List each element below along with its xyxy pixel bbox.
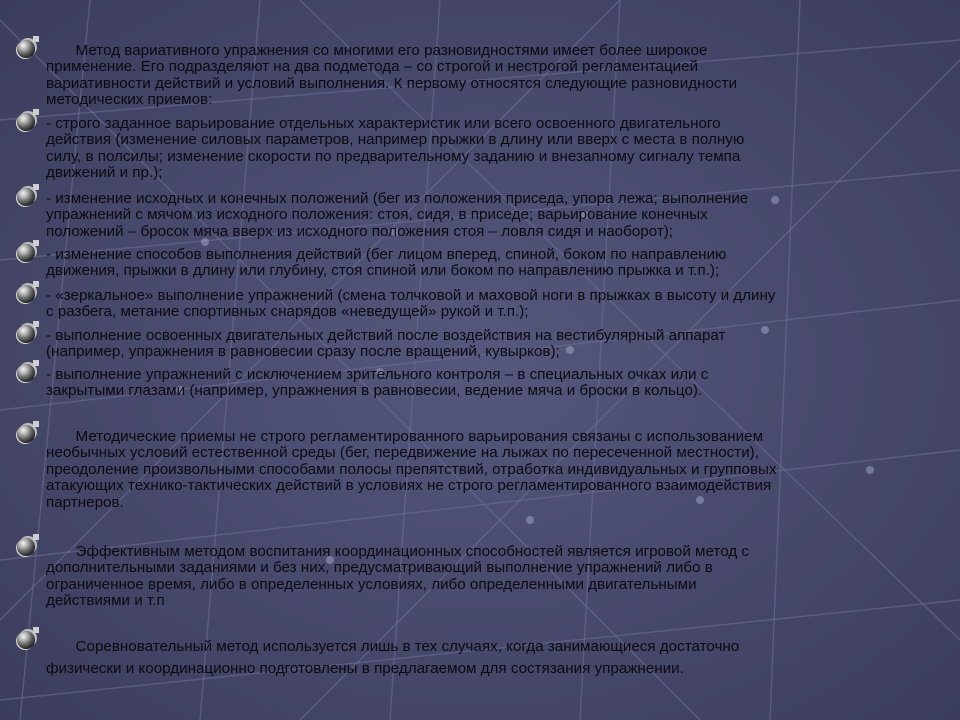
list-item-no-visual-control: - выполнение упражнений с исключением зрительного контроля – в специальных очках или с закрытыми глазами (например, упражнения в равновесии, ведение мяча и броски в кольцо).	[46, 366, 709, 400]
bullet-icon	[17, 244, 35, 262]
bullet-icon	[17, 285, 35, 303]
bullet-icon	[17, 188, 35, 206]
paragraph-non-strict-variation: Методические приемы не строго регламентированного варьирования связаны с использованием необычных условий естественной среды (бег, передвижение на лыжах по пересеченной местности), преодоление произвольными способами полосы препятствий, отработка индивидуальных и групповых атакующих технико-тактических действий в условиях не строго регламентированного взаимодействия партнеров.	[46, 428, 777, 511]
bullet-icon	[17, 40, 35, 58]
paragraph-game-method: Эффективным методом воспитания координационных способностей является игровой метод с дополнительными заданиями и без них, предусматривающий выполнение упражнений либо в ограниченное время, либо в определенных условиях, либо определенными двигательными действиями и т.п	[46, 543, 749, 610]
bullet-icon	[17, 631, 35, 649]
paragraph-variative-method: Метод вариативного упражнения со многими его разновидностями имеет более широкое применение. Его подразделяют на два подметода – со строгой и нестрогой регламентацией вариативности действий и условий выполнения. К первому относятся следующие разновидности методических приемов:	[46, 42, 737, 109]
list-item-strict-variation: - строго заданное варьирование отдельных характеристик или всего освоенного двигательного действия (изменение силовых параметров, например прыжки в длину или вверх с места в полную силу, в полсилы; изменение скорости по предварительному заданию и внезапному сигналу темпа движений и пр.);	[46, 115, 745, 182]
bullet-icon	[17, 325, 35, 343]
bullet-icon	[17, 364, 35, 382]
list-item-start-end-positions: - изменение исходных и конечных положений (бег из положения приседа, упора лежа; выполнение упражнений с мячом из исходного положения: стоя, сидя, в приседе; варьирование конечных положений – бросок мяча вверх из исходного положения стоя – ловля сидя и наоборот);	[46, 190, 749, 240]
bullet-icon	[17, 113, 35, 131]
list-item-vestibular: - выполнение освоенных двигательных действий после воздействия на вестибулярный аппарат (например, упражнения в равновесии сразу после вращений, кувырков);	[46, 327, 726, 361]
bullet-icon	[17, 538, 35, 556]
list-item-mirror-execution: - «зеркальное» выполнение упражнений (смена толчковой и маховой ноги в прыжках в высоту и длину с разбега, метание спортивных снарядов «неведущей» рукой и т.п.);	[46, 287, 776, 321]
bullet-icon	[17, 425, 35, 443]
paragraph-competitive-method: Соревновательный метод используется лишь в тех случаях, когда занимающиеся достаточно физически и координационно подготовлены в предлагаемом для состязания упражнении.	[46, 638, 740, 677]
list-item-execution-methods: - изменение способов выполнения действий (бег лицом вперед, спиной, боком по направлению движения, прыжки в длину или глубину, стоя спиной или боком по направлению прыжка и т.п.);	[46, 246, 727, 280]
